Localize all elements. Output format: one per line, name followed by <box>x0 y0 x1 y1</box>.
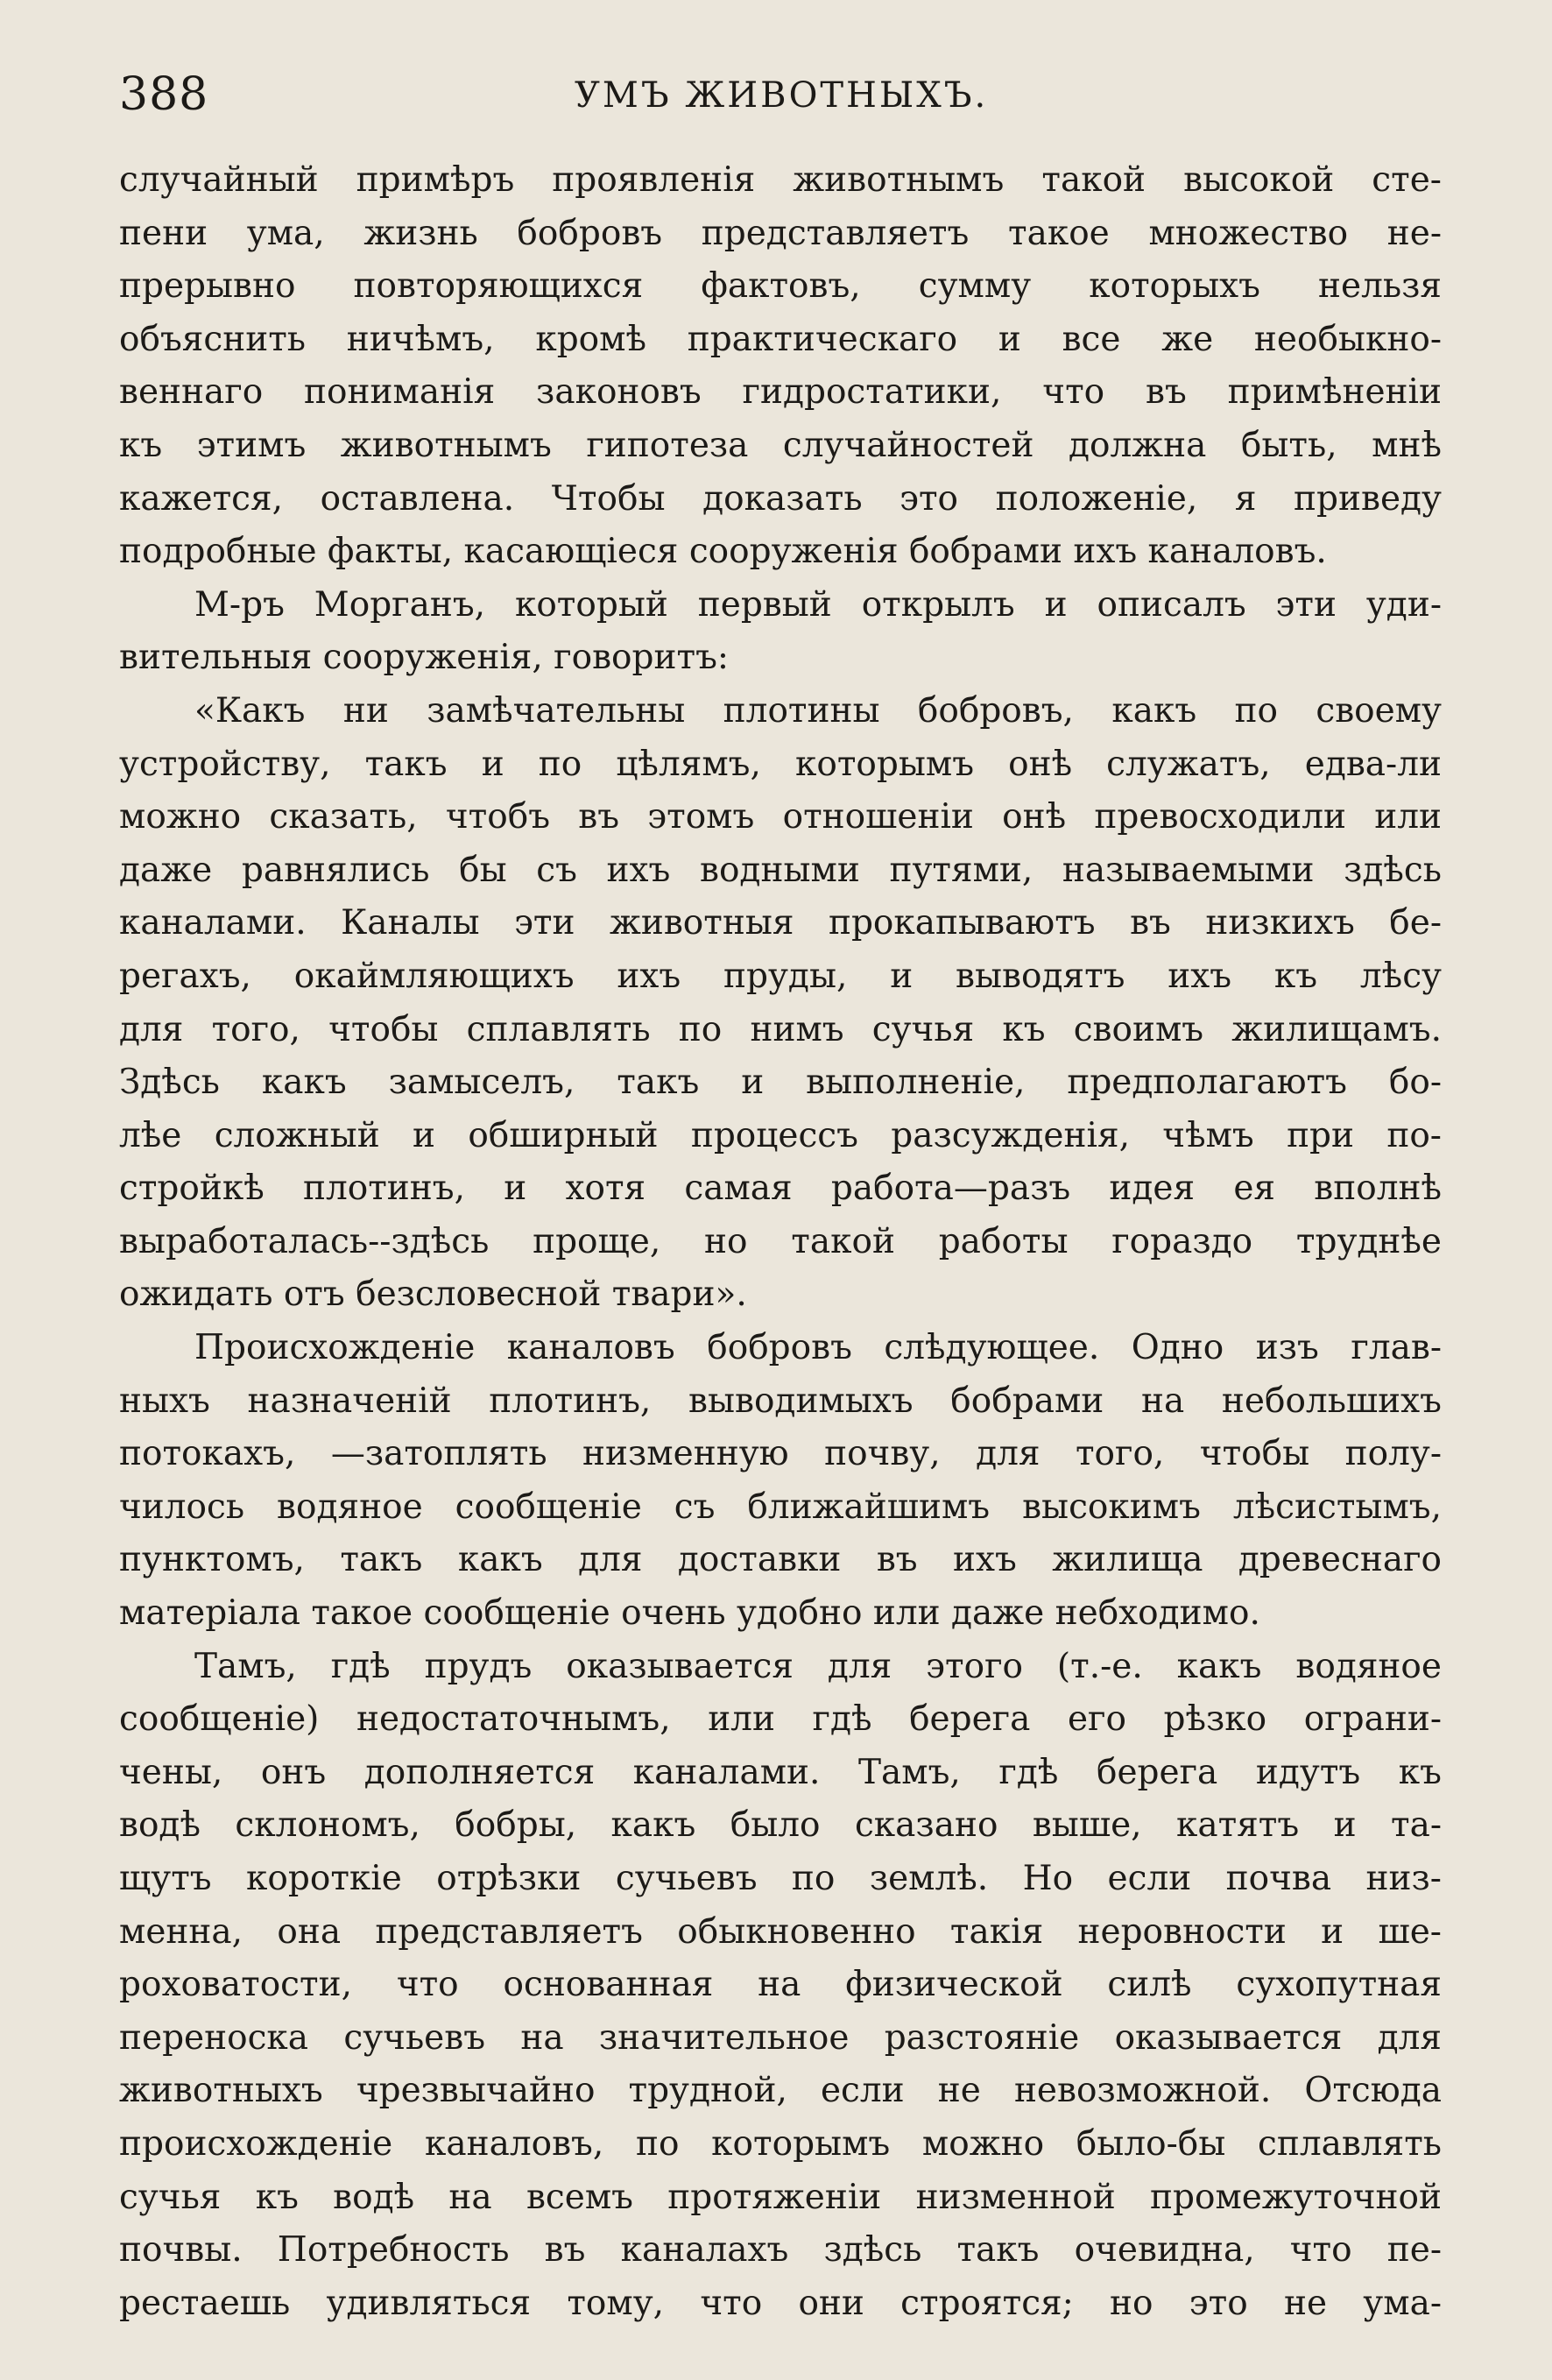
text-line: пени ума, жизнь бобровъ представляетъ такое множество не- <box>119 213 1442 253</box>
text-line: Происхожденіе каналовъ бобровъ слѣдующее. Одно изъ глав- <box>194 1328 1442 1368</box>
running-head: УМЪ ЖИВОТНЫХЪ. <box>575 75 989 116</box>
text-line: рестаешь удивляться тому, что они строятся; но это не ума- <box>119 2283 1442 2323</box>
body-text <box>119 154 1442 2330</box>
text-line: сообщеніе) недостаточнымъ, или гдѣ берега его рѣзко ограни- <box>119 1699 1442 1740</box>
text-line: кажется, оставлена. Чтобы доказать это положеніе, я приведу <box>119 478 1442 519</box>
page-header <box>119 68 1459 130</box>
text-line: происхожденіе каналовъ, по которымъ можно было-бы сплавлять <box>119 2123 1442 2164</box>
text-line: пунктомъ, такъ какъ для доставки въ ихъ жилища древеснаго <box>119 1540 1442 1580</box>
text-line: чилось водяное сообщеніе съ ближайшимъ высокимъ лѣсистымъ, <box>119 1487 1442 1527</box>
text-line: каналами. Каналы эти животныя прокапываютъ въ низкихъ бе- <box>119 903 1442 943</box>
text-line: Здѣсь какъ замыселъ, такъ и выполненіе, предполагаютъ бо- <box>119 1063 1442 1103</box>
text-line: почвы. Потребность въ каналахъ здѣсь такъ очевидна, что пе- <box>119 2230 1442 2271</box>
text-line: къ этимъ животнымъ гипотеза случайностей должна быть, мнѣ <box>119 425 1442 465</box>
text-line: веннаго пониманія законовъ гидростатики, что въ примѣненіи <box>119 372 1442 413</box>
text-line: подробные факты, касающіеся сооруженія бобрами ихъ каналовъ. <box>119 532 1327 572</box>
text-line: роховатости, что основанная на физической силѣ сухопутная <box>119 1965 1442 2005</box>
text-line: «Какъ ни замѣчательны плотины бобровъ, какъ по своему <box>194 690 1442 731</box>
text-line: переноска сучьевъ на значительное разстояніе оказывается для <box>119 2017 1442 2058</box>
text-line: потокахъ, —затоплять низменную почву, для того, чтобы полу- <box>119 1434 1442 1474</box>
text-line: лѣе сложный и обширный процессъ разсужденія, чѣмъ при по- <box>119 1115 1442 1155</box>
text-line: случайный примѣръ проявленія животнымъ такой высокой сте- <box>119 160 1442 200</box>
text-line: устройству, такъ и по цѣлямъ, которымъ онѣ служатъ, едва-ли <box>119 744 1442 784</box>
text-line: животныхъ чрезвычайно трудной, если не невозможной. Отсюда <box>119 2071 1442 2111</box>
text-line: М-ръ Морганъ, который первый открылъ и описалъ эти уди- <box>194 584 1442 625</box>
text-line: прерывно повторяющихся фактовъ, сумму которыхъ нельзя <box>119 266 1442 307</box>
text-line: выработалась--здѣсь проще, но такой работы гораздо труднѣе <box>119 1221 1442 1261</box>
text-line: сучья къ водѣ на всемъ протяженіи низменной промежуточной <box>119 2177 1442 2217</box>
text-line: матеріала такое сообщеніе очень удобно или даже небходимо. <box>119 1593 1260 1634</box>
text-line: вительныя сооруженія, говоритъ: <box>119 638 730 678</box>
text-line: даже равнялись бы съ ихъ водными путями, называемыми здѣсь <box>119 850 1442 890</box>
text-line: менна, она представляетъ обыкновенно такія неровности и ше- <box>119 1911 1442 1952</box>
text-line: ныхъ назначеній плотинъ, выводимыхъ бобрами на небольшихъ <box>119 1381 1442 1421</box>
text-line: регахъ, окаймляющихъ ихъ пруды, и выводятъ ихъ къ лѣсу <box>119 956 1442 996</box>
text-line: можно сказать, чтобъ въ этомъ отношеніи онѣ превосходили или <box>119 797 1442 837</box>
text-line: для того, чтобы сплавлять по нимъ сучья къ своимъ жилищамъ. <box>119 1009 1442 1049</box>
page-number: 388 <box>119 68 209 121</box>
text-line: водѣ склономъ, бобры, какъ было сказано выше, катятъ и та- <box>119 1805 1442 1846</box>
text-line: чены, онъ дополняется каналами. Тамъ, гдѣ берега идутъ къ <box>119 1752 1442 1792</box>
text-line: ожидать отъ безсловесной твари». <box>119 1275 747 1315</box>
text-line: объяснить ничѣмъ, кромѣ практическаго и все же необыкно- <box>119 319 1442 359</box>
text-line: Тамъ, гдѣ прудъ оказывается для этого (т.-е. какъ водяное <box>194 1646 1442 1686</box>
text-line: щутъ короткіе отрѣзки сучьевъ по землѣ. Но если почва низ- <box>119 1859 1442 1898</box>
text-line: стройкѣ плотинъ, и хотя самая работа—разъ идея ея вполнѣ <box>119 1169 1442 1209</box>
